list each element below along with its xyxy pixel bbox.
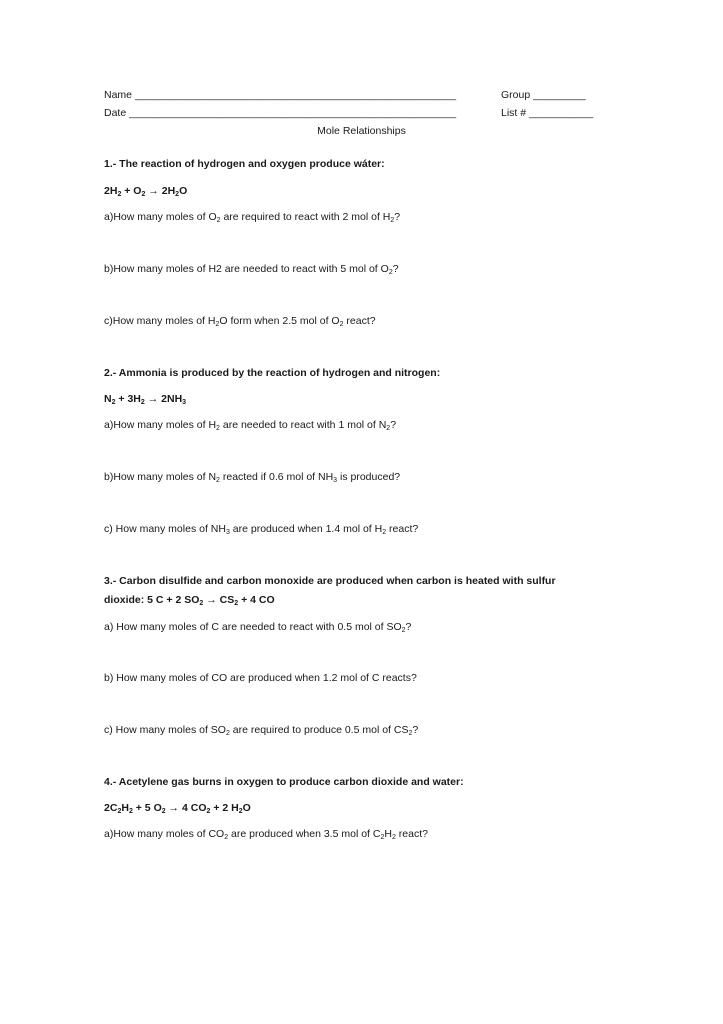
question-2-heading: 2.- Ammonia is produced by the reaction of hydrogen and nitrogen: — [104, 367, 441, 379]
question-1c: c)How many moles of $H_2O$ form when 2.5 mol of $O_2$ react? — [104, 315, 376, 328]
question-4a: a)How many moles of $CO_2$ are produced when 3.5 mol of $C_2H_2$ react? — [104, 828, 428, 841]
question-3c: c) How many moles of $SO_2$ are required to produce 0.5 mol of $CS_2$? — [104, 724, 419, 737]
date-blank[interactable]: ________________________________________________________ — [129, 107, 457, 119]
question-4-equation: $2C_2H_2 + 5$ $O_2 \to 4$ $CO_2 + 2$ $H_2O$ — [104, 802, 251, 815]
question-2-equation: $N_2 + 3H_2 \to 2NH_3$ — [104, 393, 187, 406]
name-field[interactable] — [104, 88, 456, 102]
question-3a: a) How many moles of C are needed to react with 0.5 mol of $SO_2$? — [104, 621, 412, 634]
question-1a: a)How many moles of $O_2$ are required to react with 2 mol of $H_2$? — [104, 211, 401, 224]
question-1-heading: 1.- The reaction of hydrogen and oxygen produce wáter: — [104, 158, 385, 170]
list-label: List # — [501, 107, 527, 119]
name-label: Name — [104, 89, 133, 101]
group-label: Group — [501, 89, 531, 101]
list-blank[interactable]: ___________ — [529, 107, 594, 119]
question-2c: c) How many moles of $NH_3$ are produced when 1.4 mol of $H_2$ react? — [104, 523, 419, 536]
arrow-icon: → — [203, 594, 220, 606]
date-label: Date — [104, 107, 127, 119]
name-blank[interactable]: _______________________________________________________ — [134, 89, 457, 101]
date-field[interactable] — [104, 106, 456, 120]
question-2b: b)How many moles of $N_2$ reacted if 0.6 mol of $NH_3$ is produced? — [104, 471, 401, 484]
group-blank[interactable]: _________ — [533, 89, 586, 101]
question-1-equation: $2H_2 + O_2 \to 2H_2O$ — [104, 185, 188, 198]
arrow-icon: → — [165, 802, 182, 814]
question-3b: b) How many moles of CO are produced when 1.2 mol of C reacts? — [104, 672, 417, 684]
list-field[interactable] — [501, 106, 593, 120]
question-3-equation: dioxide: 5 C + 2 $SO_2 \to CS_2 + 4$ CO — [104, 594, 275, 607]
question-2a: a)How many moles of $H_2$ are needed to react with 1 mol of $N_2$? — [104, 419, 397, 432]
page-title: Mole Relationships — [317, 125, 406, 137]
question-1b: b)How many moles of H2 are needed to react with 5 mol of $O_2$? — [104, 263, 399, 276]
question-3-heading: 3.- Carbon disulfide and carbon monoxide are produced when carbon is heated with sulfur — [104, 575, 556, 587]
question-4-heading: 4.- Acetylene gas burns in oxygen to produce carbon dioxide and water: — [104, 776, 464, 788]
arrow-icon: → — [145, 185, 162, 197]
group-field[interactable] — [501, 88, 586, 102]
arrow-icon: → — [144, 393, 162, 405]
